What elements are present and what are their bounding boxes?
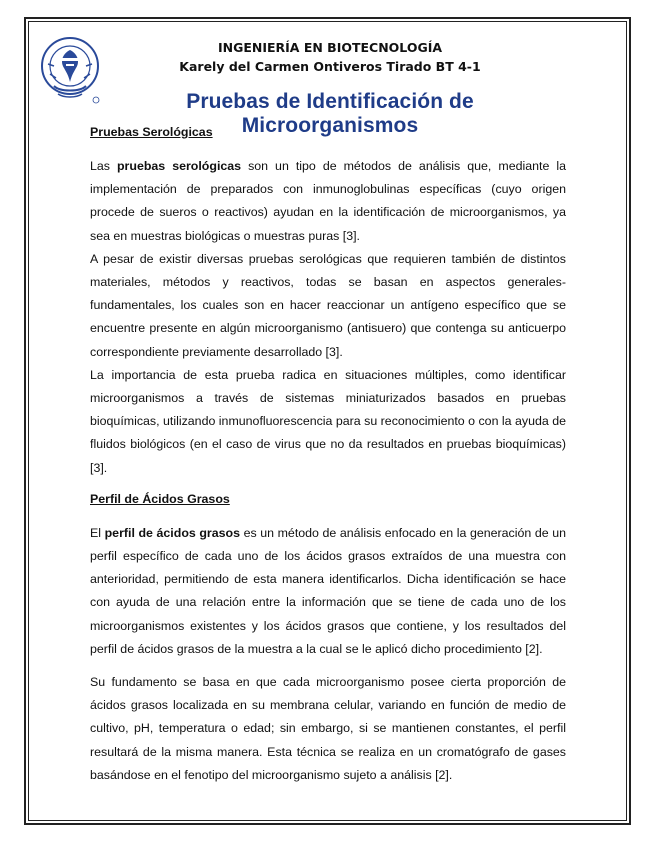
header-program: INGENIERÍA EN BIOTECNOLOGÍA bbox=[217, 40, 443, 55]
university-seal-icon bbox=[40, 34, 102, 106]
paragraph: A pesar de existir diversas pruebas serológicas que requieren también de distintos materiales, métodos y reactivos, todas se basan en aspectos generales-fundamentales, los cuales son en hacer reaccionar un antígeno específico que se encuentre presente en algún microorganismo (antisuero) que contenga su anticuerpo correspondiente previamente desarrollado [3]. bbox=[90, 251, 566, 359]
header-author: Karely del Carmen Ontiveros Tirado BT 4-1 bbox=[179, 59, 481, 74]
document-title: Pruebas de Identificación de Microorganismos bbox=[186, 90, 474, 137]
paragraph: Las pruebas serológicas son un tipo de métodos de análisis que, mediante la implementación de preparados con inmunoglobulinas específicas (cuyo origen procede de sueros o reactivos) ayudan en la identificación de microorganismos, ya sea en muestras biológicas o muestras puras [3]. bbox=[90, 159, 566, 243]
paragraph: El perfil de ácidos grasos es un método de análisis enfocado en la generación de un perfil específico de cada uno de los ácidos grasos extraídos de una muestra con anterioridad, permitiendo de esta manera identificarlos. Dicha identificación se hace con ayuda de una relación entre la información que se tiene de cada uno de los microorganismos existentes y los ácidos grasos que contiene, y los resultados del perfil de ácidos grasos de la muestra a la cual se le aplicó dicho procedimiento [2]. bbox=[90, 525, 566, 656]
bold-term: perfil de ácidos grasos bbox=[104, 525, 240, 540]
paragraph: La importancia de esta prueba radica en situaciones múltiples, como identificar microorganismos a través de sistemas miniaturizados basados en pruebas bioquímicas, utilizando inmunofluorescencia para su reconocimiento o con la ayuda de fluidos biológicos (en el caso de virus que no da resultados en pruebas bioquímicas) [3]. bbox=[90, 367, 566, 475]
section-heading-acidos-grasos: Perfil de Ácidos Grasos bbox=[90, 491, 230, 506]
bold-term: pruebas serológicas bbox=[116, 159, 242, 173]
document-body bbox=[90, 123, 566, 787]
section-heading-serologicas: Pruebas Serológicas bbox=[90, 125, 213, 139]
paragraph: Su fundamento se basa en que cada microorganismo posee cierta proporción de ácidos grasos localizada en su membrana celular, variando en función de medio de cultivo, pH, temperatura o edad; sin embargo, si se mantienen constantes, el perfil resultará de la misma manera. Esta técnica se realiza en un cromatógrafo de gases basándose en el fenotipo del microorganismo sujeto a análisis [2]. bbox=[90, 675, 566, 782]
document-header bbox=[120, 38, 540, 76]
